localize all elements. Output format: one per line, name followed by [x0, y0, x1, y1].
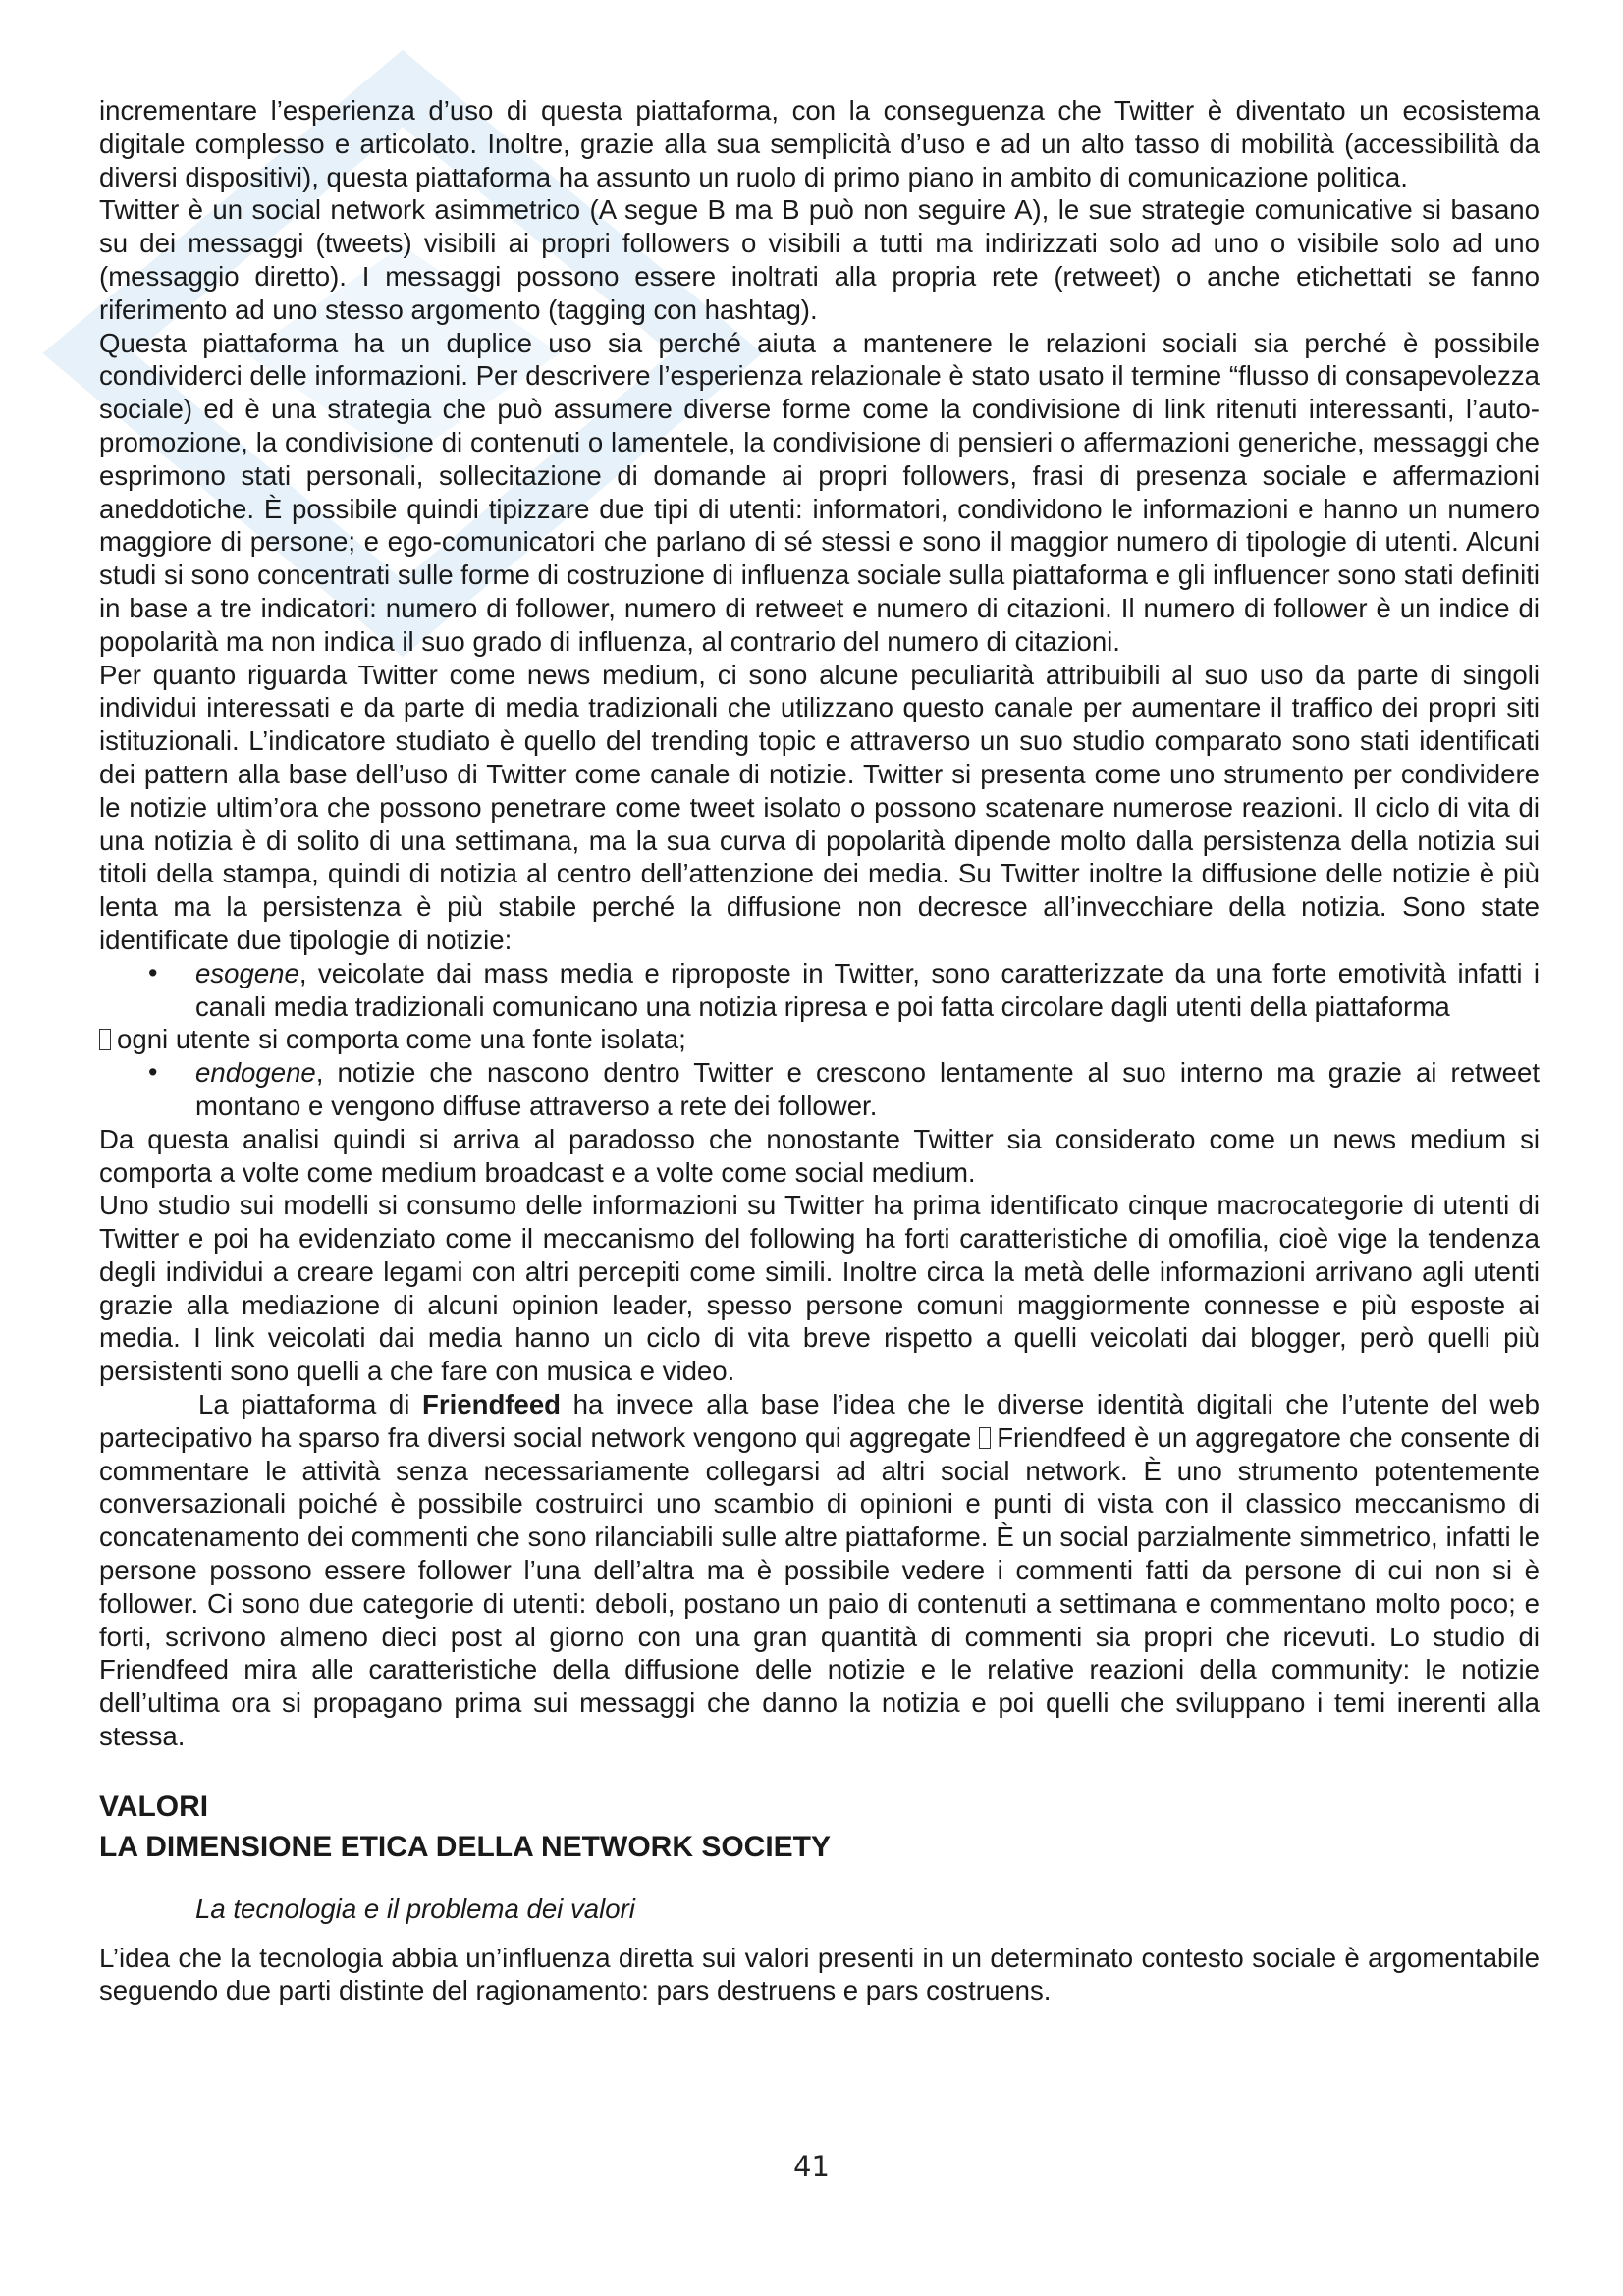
paragraph: Da questa analisi quindi si arriva al paradosso che nonostante Twitter sia considerato come un news medium si comporta a volte come medium broadcast e a volte come social medium.: [99, 1123, 1540, 1188]
bullet-list: [99, 957, 1540, 1123]
subsection-heading: La tecnologia e il problema dei valori: [195, 1893, 635, 1924]
paragraph: Questa piattaforma ha un duplice uso sia perché aiuta a mantenere le relazioni sociali sia perché è possibile condividerci delle informazioni. Per descrivere l’esperienza relazionale è stato usato il termine “flusso di consapevolezza sociale) ed è una strategia che può assumere diverse forme come la condivisione di link ritenuti interessanti, l’auto-promozione, la condivisione di contenuti o lamentele, la condivisione di pensieri o affermazioni generiche, messaggi che esprimono stati personali, sollecitazione di domande ai propri followers, frasi di presenza sociale e affermazioni aneddotiche. È possibile quindi tipizzare due tipi di utenti: informatori, condividono le informazioni e hanno un numero maggiore di persone; e ego-comunicatori che parlano di sé stessi e sono il maggior numero di tipologie di utenti. Alcuni studi si sono concentrati sulle forme di costruzione di influenza sociale sulla piattaforma e gli influencer sono stati definiti in base a tre indicatori: numero di follower, numero di retweet e numero di citazioni. Il numero di follower è un indice di popolarità ma non indica il suo grado di influenza, al contrario del numero di citazioni.: [99, 327, 1540, 657]
paragraph: Per quanto riguarda Twitter come news medium, ci sono alcune peculiarità attribuibili al suo uso da parte di singoli individui interessati e da parte di media tradizionali che utilizzano questo canale per aumentare il traffico dei propri siti istituzionali. L’indicatore studiato è quello del trending topic e attraverso un suo studio comparato sono stati identificati dei pattern alla base dell’uso di Twitter come canale di notizie. Twitter si presenta come uno strumento per condividere le notizie ultim’ora che possono penetrare come tweet isolato o possono scatenare numerose reazioni. Il ciclo di vita di una notizia è di solito di una settimana, ma la sua curva di popolarità dipende molto dalla persistenza della notizia sui titoli della stampa, quindi di notizia al centro dell’attenzione dei media. Su Twitter inoltre la diffusione delle notizie è più lenta ma la persistenza è più stabile perché la diffusione non decresce all’invecchiare della notizia. Sono state identificate due tipologie di notizie:: [99, 659, 1540, 955]
paragraph: La piattaforma di Friendfeed ha invece alla base l’idea che le diverse identità digitali che l’utente del web partecipativo ha sparso fra diversi social network vengono qui aggregate Friendfeed è un aggregatore che consente di commentare le attività senza necessariamente collegarsi ad altri social network. È uno strumento potentemente conversazionali poiché è possibile costruirci uno scambio di opinioni e punti di vista con il classico meccanismo di concatenamento dei commenti che sono rilanciabili sulle altre piattaforme. È un social parzialmente simmetrico, infatti le persone possono essere follower l’una dell’altra ma è possibile vedere i commenti fatti da persone di cui non si è follower. Ci sono due categorie di utenti: deboli, postano un paio di contenuti a settimana e commentano molto poco; e forti, scrivono almeno dieci post al giorno con una gran quantità di commenti sia propri che ricevuti. Lo studio di Friendfeed mira alle caratteristiche della diffusione delle notizie e le relative reazioni della community: le notizie dell’ultima ora si propagano prima sui messaggi che danno la notizia e poi quelli che sviluppano i temi inerenti alla stessa.: [99, 1389, 1540, 1752]
paragraph: Twitter è un social network asimmetrico (A segue B ma B può non seguire A), le sue strategie comunicative si basano su dei messaggi (tweets) visibili ai propri followers o visibili a tutti ma indirizzati solo ad uno o visibile solo ad uno (messaggio diretto). I messaggi possono essere inoltrati alla propria rete (retweet) o anche etichettati se fanno riferimento ad uno stesso argomento (tagging con hashtag).: [99, 194, 1540, 325]
list-item: • endogene, notizie che nascono dentro Twitter e crescono lentamente al suo interno ma grazie ai retweet montano e vengono diffuse attraverso a rete dei follower.: [148, 1057, 1540, 1121]
bullet-icon: •: [148, 1057, 158, 1088]
term-endogene: endogene: [195, 1057, 316, 1089]
page-number: 41: [793, 2150, 830, 2183]
section-subtitle: LA DIMENSIONE ETICA DELLA NETWORK SOCIETY: [99, 1830, 832, 1863]
term-friendfeed: Friendfeed: [421, 1389, 562, 1420]
section-heading: VALORI: [99, 1789, 209, 1823]
bullet-icon: •: [148, 957, 158, 988]
missing-glyph-box-icon: [979, 1427, 991, 1449]
missing-glyph-box-icon: [99, 1029, 111, 1050]
paragraph: L’idea che la tecnologia abbia un’influenza diretta sui valori presenti in un determinato contesto sociale è argomentabile seguendo due parti distinte del ragionamento: pars destruens e pars costruens.: [99, 1942, 1540, 2006]
paragraph: incrementare l’esperienza d’uso di questa piattaforma, con la conseguenza che Twitter è diventato un ecosistema digitale complesso e articolato. Inoltre, grazie alla sua semplicità d’uso e ad un alto tasso di mobilità (accessibilità da diversi dispositivi), questa piattaforma ha assunto un ruolo di primo piano in ambito di comunicazione politica.: [99, 95, 1540, 192]
paragraph: Uno studio sui modelli si consumo delle informazioni su Twitter ha prima identificato cinque macrocategorie di utenti di Twitter e poi ha evidenziato come il meccanismo del following ha forti caratteristiche di omofilia, cioè vige la tendenza degli individui a creare legami con altri percepiti come simili. Inoltre circa la metà delle informazioni arrivano agli utenti grazie alla mediazione di alcuni opinion leader, spesso persone comuni maggiormente connesse e più esposte ai media. I link veicolati dai media hanno un ciclo di vita breve rispetto a quelli veicolati dai blogger, però quelli più persistenti sono quelli a che fare con musica e video.: [99, 1190, 1540, 1387]
page-content: [99, 94, 1540, 2007]
term-esogene: esogene: [195, 957, 299, 988]
list-item: • esogene, veicolate dai mass media e riproposte in Twitter, sono caratterizzate da una forte emotività infatti i canali media tradizionali comunicano una notizia ripresa e poi fatta circolare dagli utenti della piattaforma ogni utente si comporta come una fonte isolata;: [99, 957, 1540, 1056]
